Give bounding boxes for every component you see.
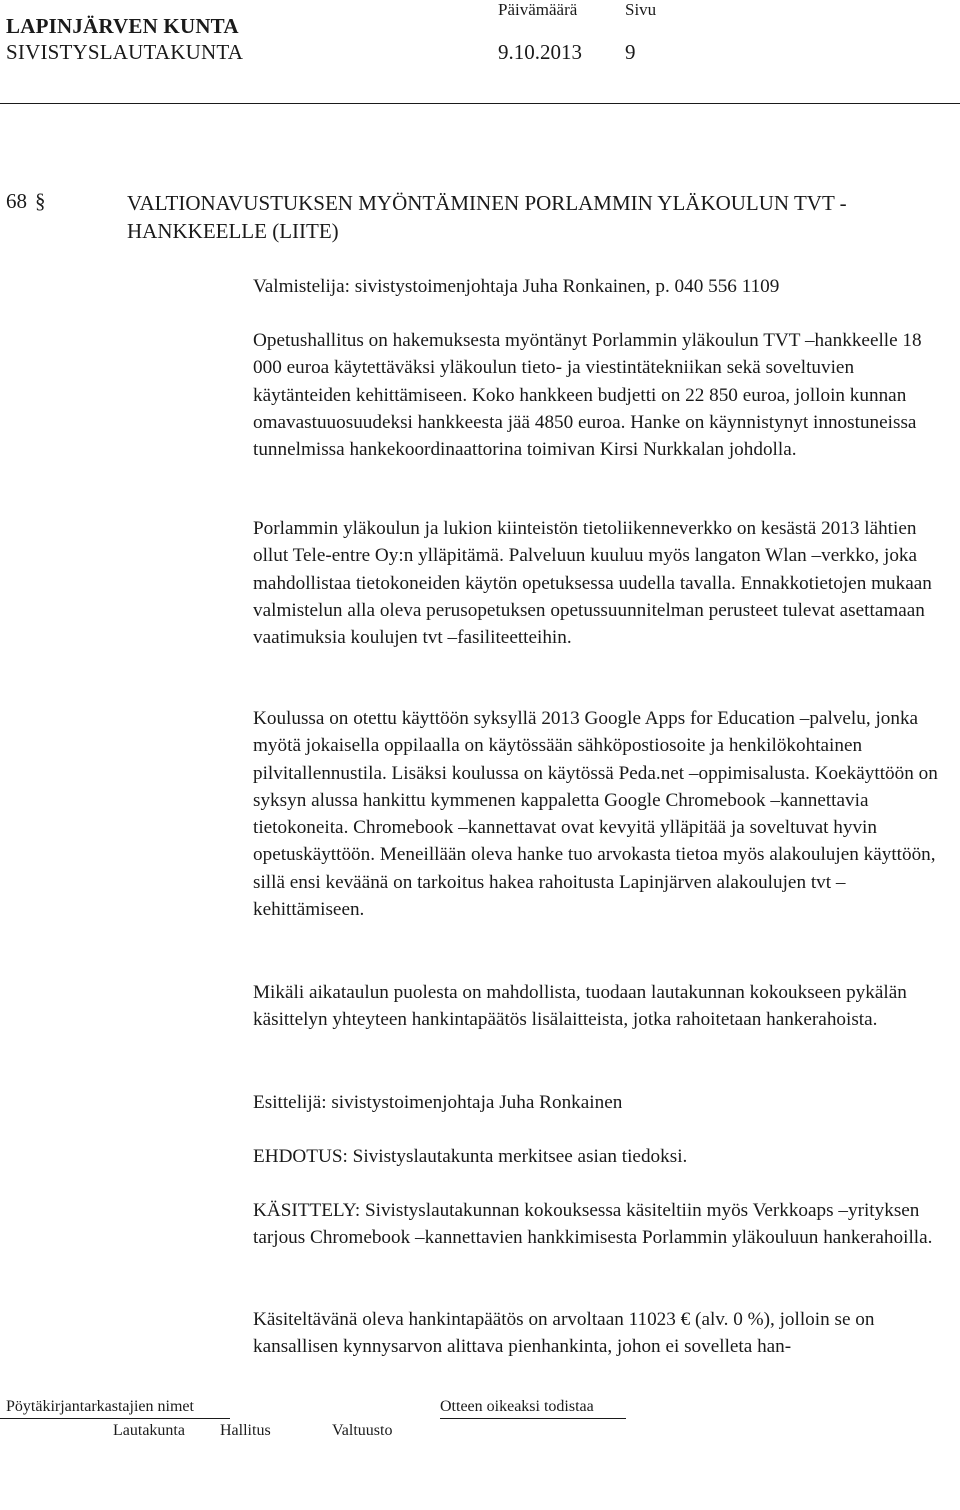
- paragraph-network: Porlammin yläkoulun ja lukion kiinteistön tietoliikenneverkko on kesästä 2013 lähtien ollut Tele-entre Oy:n ylläpitämä. Palveluun kuuluu myös langaton Wlan –verkko, joka mahdollistaa tietokoneiden käytön opetuksessa uudella tavalla. Ennakkotietojen mukaan valmistelun alla oleva perusopetuksen opetussuunnitelman perusteet tulevat asettamaan vaatimuksia koulujen tvt –fasiliteetteihin.: [253, 518, 932, 649]
- paragraph-procurement: Mikäli aikataulun puolesta on mahdollista, tuodaan lautakunnan kokoukseen pykälän käsittelyn yhteyteen hankintapäätös lisälaitteista, jotka rahoitetaan hankerahoista.: [253, 982, 907, 1031]
- page-number: 9: [625, 40, 636, 64]
- paragraph-grant: Opetushallitus on hakemuksesta myöntänyt Porlammin yläkoulun TVT –hankkeelle 18 000 euroa käytettäväksi yläkoulun tieto- ja viestintätekniikan sekä soveltuvien käytänteiden kehittämiseen. Koko hankkeen budjetti on 22 850 euroa, jolloin kunnan omavastuuosuudeksi hankkeesta jää 4850 euroa. Hanke on käynnistynyt innostuneissa tunnelmissa hankekoordinaattorina toimivan Kirsi Nurkkalan johdolla.: [253, 330, 922, 461]
- certified-underline: [440, 1418, 626, 1419]
- handling-paragraph-continued: Käsiteltävänä oleva hankintapäätös on arvoltaan 11023 € (alv. 0 %), jolloin se on kansallisen kynnysarvon alittava pienhankinta, johon ei sovelleta han-: [253, 1309, 875, 1358]
- preparer-line: Valmistelija: sivistystoimenjohtaja Juha Ronkainen, p. 040 556 1109: [253, 276, 780, 297]
- document-date: 9.10.2013: [498, 40, 582, 64]
- department-name: SIVISTYSLAUTAKUNTA: [6, 40, 244, 64]
- footer-body-board: Lautakunta: [113, 1422, 185, 1439]
- footer-body-council: Valtuusto: [332, 1422, 393, 1439]
- signatures-label: Pöytäkirjantarkastajien nimet: [6, 1398, 194, 1415]
- section-title: VALTIONAVUSTUKSEN MYÖNTÄMINEN PORLAMMIN YLÄKOULUN TVT - HANKKEELLE (LIITE): [127, 191, 847, 243]
- section-number: 68: [6, 189, 27, 213]
- presenter-line: Esittelijä: sivistystoimenjohtaja Juha Ronkainen: [253, 1092, 623, 1113]
- page-label: Sivu: [625, 0, 657, 19]
- date-label: Päivämäärä: [498, 0, 578, 19]
- certified-label: Otteen oikeaksi todistaa: [440, 1398, 594, 1415]
- organization-name: LAPINJÄRVEN KUNTA: [6, 14, 239, 38]
- paragraph-google-apps: Koulussa on otettu käyttöön syksyllä 2013 Google Apps for Education –palvelu, jonka myötä jokaisella oppilaalla on käytössään sähköpostiosoite ja henkilökohtainen pilvitallennustila. Lisäksi koulussa on käytössä Peda.net –oppimisalusta. Koekäyttöön on syksyn alussa hankittu kymmenen kappaletta Google Chromebook –kannettavia tietokoneita. Chromebook –kannettavat ovat kevyitä ylläpitää ja soveltuvat hyvin opetuskäyttöön. Meneillään oleva hanke tuo arvokasta tietoa myös alakoulujen käyttöön, sillä ensi keväänä on tarkoitus hakea rahoitusta Lapinjärven alakoulujen tvt –kehittämiseen.: [253, 708, 938, 921]
- section-sign: §: [35, 189, 46, 213]
- footer-body-government: Hallitus: [220, 1422, 271, 1439]
- signatures-underline: [0, 1418, 230, 1419]
- handling-paragraph: KÄSITTELY: Sivistyslautakunnan kokouksessa käsiteltiin myös Verkkoaps –yrityksen tarjous Chromebook –kannettavien hankkimisesta Porlammin yläkouluun hankerahoilla.: [253, 1200, 933, 1249]
- header-divider: [0, 103, 960, 104]
- proposal-line: EHDOTUS: Sivistyslautakunta merkitsee asian tiedoksi.: [253, 1146, 688, 1167]
